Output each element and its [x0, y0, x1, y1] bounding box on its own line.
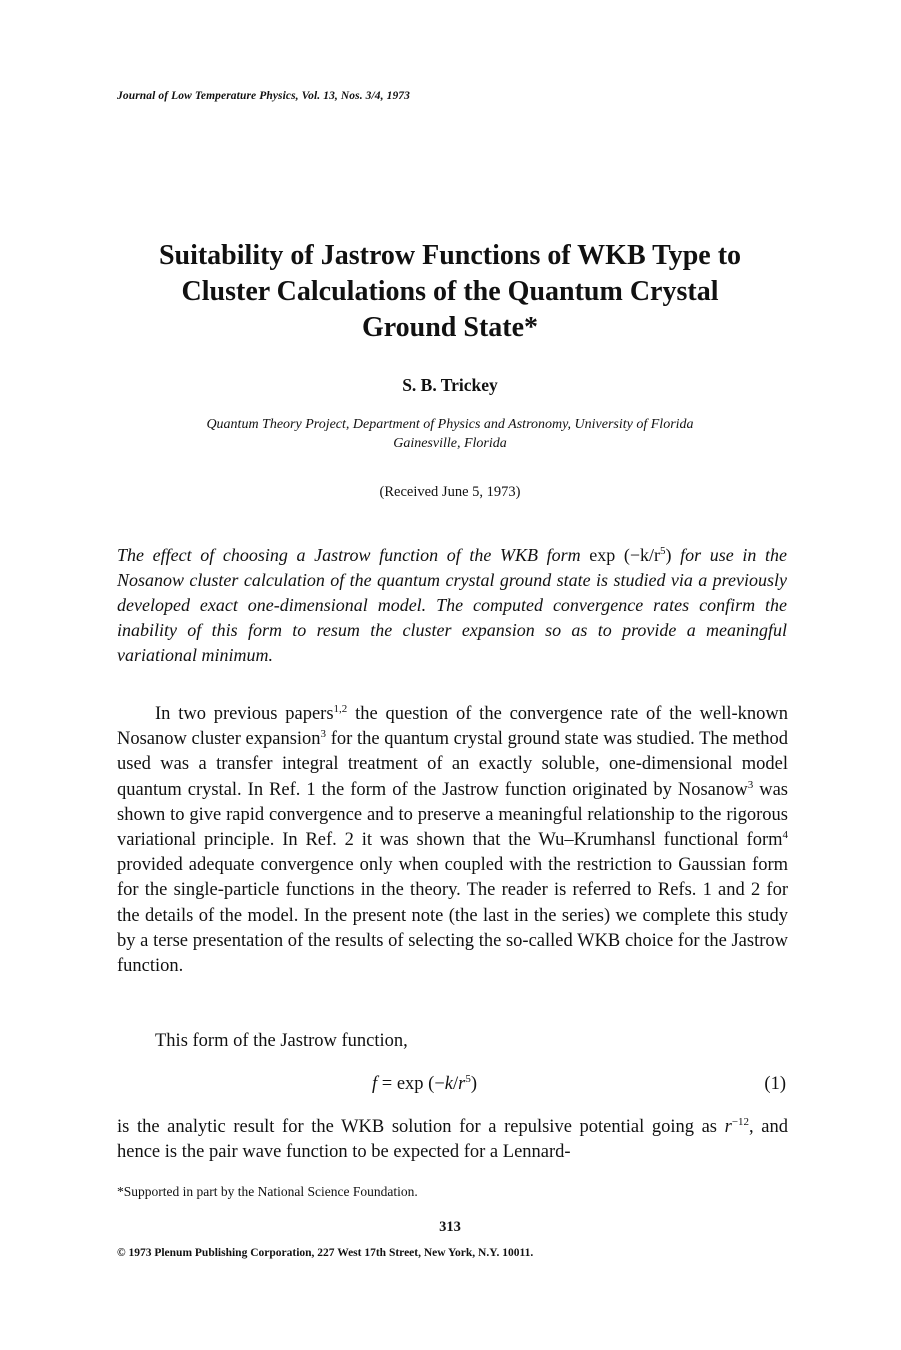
para1-text-b: the question of the convergence rate of the well-known Nosanow cluster expansion	[117, 704, 788, 750]
eq-symbol-r: r	[458, 1074, 466, 1094]
author-name: S. B. Trickey	[402, 375, 498, 395]
author-affiliation	[100, 415, 800, 453]
eq-symbol-k: k	[444, 1074, 453, 1094]
title-line-2: Cluster Calculations of the Quantum Crystal	[181, 276, 719, 307]
para3-exponent: −12	[731, 1116, 750, 1128]
title-line-1: Suitability of Jastrow Functions of WKB Type to	[158, 240, 742, 271]
paper-title	[110, 238, 790, 346]
affiliation-line-1: Quantum Theory Project, Department of Physics and Astronomy, University of Florida	[206, 417, 694, 432]
page-number: 313	[439, 1219, 461, 1235]
abstract	[117, 543, 787, 668]
body-paragraph-2: This form of the Jastrow function,	[155, 1031, 408, 1051]
equation-number: (1)	[764, 1074, 786, 1094]
abstract-expr-end: )	[665, 545, 672, 565]
abstract-text-1: The effect of choosing a Jastrow function of the WKB form	[117, 545, 590, 565]
title-line-3: Ground State*	[361, 312, 539, 343]
para1-text-e: provided adequate convergence only when coupled with the restriction to Gaussian form for the single-particle functions in the theory. The reader is referred to Refs. 1 and 2 for the details of the model. In the present note (the last in the series) we complete this study by a terse presentation of the results of selecting the so-called WKB choice for the Jastrow function.	[117, 855, 788, 977]
body-paragraph-3	[117, 1115, 788, 1165]
para1-text-c: for the quantum crystal ground state was studied. The method used was a transfer integral treatment of an exactly soluble, one-dimensional model quantum crystal. In Ref. 1 the form of the Jastrow function originated by Nosanow	[117, 729, 788, 800]
footnote: *Supported in part by the National Science Foundation.	[117, 1184, 418, 1199]
para3-symbol-r: r	[724, 1117, 732, 1137]
eq-slash: /	[452, 1074, 459, 1094]
abstract-expr-start: exp (−k/r	[589, 545, 660, 565]
body-paragraph-1	[117, 702, 788, 979]
copyright-line: © 1973 Plenum Publishing Corporation, 227 West 17th Street, New York, N.Y. 10011.	[117, 1247, 534, 1259]
eq-exp: = exp (−	[377, 1074, 445, 1094]
citation-ref: 4	[782, 829, 788, 842]
received-date: (Received June 5, 1973)	[379, 484, 521, 500]
abstract-text-2: for use in the Nosanow cluster calculation of the quantum crystal ground state is studied via a previously developed exact one-dimensional model. The computed convergence rates confirm the inability of this form to resum the cluster expansion so as to provide a meaningful variational minimum.	[117, 545, 787, 665]
journal-citation: Journal of Low Temperature Physics, Vol. 13, Nos. 3/4, 1973	[117, 90, 410, 102]
abstract-expr-exponent: 5	[659, 545, 666, 557]
eq-symbol-f: f	[372, 1074, 378, 1094]
affiliation-line-2: Gainesville, Florida	[393, 436, 507, 451]
para1-text-d: was shown to give rapid convergence and to preserve a meaningful relationship to the rigorous variational principle. In Ref. 2 it was shown that the Wu–Krumhansl functional form	[117, 779, 788, 851]
eq-exponent: 5	[465, 1073, 471, 1085]
para3-text-a: is the analytic result for the WKB solution for a repulsive potential going as	[117, 1117, 725, 1137]
equation-1	[117, 1074, 788, 1100]
equation-body	[372, 1074, 477, 1095]
para1-text-a: In two previous papers	[155, 704, 334, 724]
citation-ref: 1,2	[333, 703, 348, 715]
abstract-expression	[589, 545, 671, 565]
citation-ref: 3	[320, 728, 327, 741]
eq-close: )	[470, 1074, 477, 1094]
citation-ref: 3	[747, 778, 754, 791]
para3-text-b: , and hence is the pair wave function to be expected for a Lennard-	[117, 1117, 788, 1163]
